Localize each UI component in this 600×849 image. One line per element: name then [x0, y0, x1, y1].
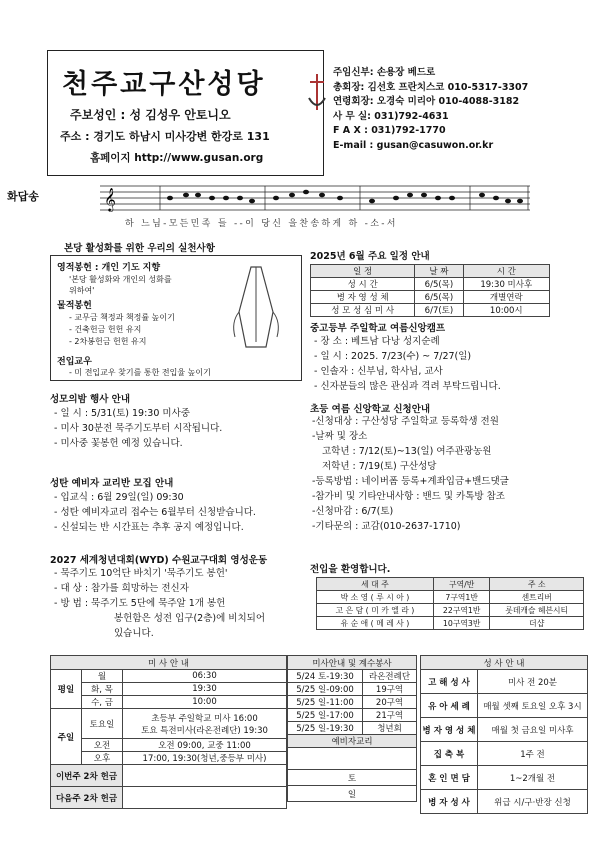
table-cell: 6/7(토)	[415, 304, 463, 317]
list-item: - 장 소 : 베트남 다낭 성지순례	[314, 336, 440, 347]
table-cell: 06:30	[123, 670, 287, 683]
table-cell: 주일	[51, 709, 82, 765]
section-title-summer-school: 초등 여름 신앙학교 신청안내	[310, 404, 431, 415]
table-cell: 고 은 담 ( 미 카 엘 라 )	[317, 604, 434, 617]
table-header: 미 사 안 내	[51, 656, 287, 670]
counting-service-table	[287, 655, 417, 802]
table-row	[421, 670, 588, 694]
table-cell: 10:00	[123, 696, 287, 709]
table-cell: 오전	[82, 739, 123, 752]
table-row	[317, 591, 584, 604]
table-row	[288, 696, 417, 709]
list-item: - 신자분들의 많은 관심과 격려 부탁드립니다.	[314, 381, 501, 392]
list-item: 저학년 : 7/19(토) 구산성당	[322, 461, 437, 472]
list-item: -등록방법 : 네이버폼 등록+계좌입금+밴드댓글	[312, 476, 509, 487]
table-row	[288, 722, 417, 735]
table-cell: 5/25 일-19:30	[288, 722, 363, 735]
table-cell: 5/24 토-19:30	[288, 670, 363, 683]
table-header: 날 짜	[415, 265, 463, 278]
table-cell: 초등부 주일학교 미사 16:00 토요 특전미사(라온전례단) 19:30	[123, 709, 287, 739]
table-cell: 22구역1반	[433, 604, 490, 617]
table-cell: 오후	[82, 752, 123, 765]
table-row	[311, 291, 550, 304]
table-cell: 오전 09:00, 교중 11:00	[123, 739, 287, 752]
table-cell: 21구역	[363, 709, 417, 722]
section-title-june-schedule: 2025년 6월 주요 일정 안내	[310, 251, 430, 262]
table-row	[421, 766, 588, 790]
transfer-title: 전입교우	[57, 357, 92, 367]
contact-line: 사 무 실: 031)792-4631	[333, 110, 449, 122]
table-cell: 다음주 2차 헌금	[51, 787, 123, 809]
list-item: -참가비 및 기타안내사항 : 밴드 및 카톡방 참조	[312, 491, 505, 502]
table-cell: 월	[82, 670, 123, 683]
list-item: - 인솔자 : 신부님, 학사님, 교사	[314, 366, 443, 377]
table-header: 시 간	[463, 265, 549, 278]
table-cell: 이번주 2차 헌금	[51, 765, 123, 787]
table-row	[317, 578, 584, 591]
june-schedule-table	[310, 264, 550, 317]
list-item: - 미사중 꽃봉헌 예정 있습니다.	[54, 438, 183, 449]
table-cell: 평일	[51, 670, 82, 709]
list-item: -신청대상 : 구산성당 주일학교 등록학생 전원	[312, 416, 499, 427]
table-header: 미사안내 및 계수봉사	[288, 656, 417, 670]
table-row	[421, 718, 588, 742]
contact-line: 주임신부: 손용장 베드로	[333, 67, 436, 78]
practice-line: - 건축헌금 헌헌 유지	[69, 325, 142, 334]
table-row	[317, 604, 584, 617]
table-cell: 5/25 일-09:00	[288, 683, 363, 696]
table-cell: 청년회	[363, 722, 417, 735]
marian-night-list	[54, 406, 222, 451]
list-item: - 방 법 : 묵주기도 5단에 묵주알 1개 봉헌	[54, 598, 226, 609]
contact-line: 총회장: 김선호 프란치스코 010-5317-3307	[333, 81, 529, 93]
table-cell: 19:30	[123, 683, 287, 696]
section-title-wyd: 2027 세계청년대회(WYD) 수원교구대회 영성운동	[50, 555, 268, 566]
catechumen-list	[54, 490, 256, 535]
table-header: 성 사 안 내	[421, 656, 588, 670]
material-offering-title: 물적봉헌	[57, 301, 92, 311]
table-cell: 박 소 영 ( 루 시 아 )	[317, 591, 434, 604]
table-cell: 10:00시	[463, 304, 549, 317]
table-cell: 더샵	[490, 617, 584, 630]
table-row	[51, 683, 287, 696]
table-header: 주 소	[490, 578, 584, 591]
table-cell: 집 축 복	[421, 742, 478, 766]
contact-line: 연령회장: 오경숙 미리아 010-4088-3182	[333, 96, 520, 107]
list-item: -기타문의 : 교감(010-2637-1710)	[312, 521, 461, 532]
music-staff	[100, 180, 530, 220]
table-cell: 19:30 미사후	[463, 278, 549, 291]
list-item: 봉헌함은 성전 입구(2층)에 비치되어	[114, 613, 265, 624]
table-cell: 5/25 일-17:00	[288, 709, 363, 722]
table-cell: 20구역	[363, 696, 417, 709]
list-item: 고학년 : 7/12(토)~13(일) 여주관광농원	[322, 446, 492, 457]
table-cell: 6/5(목)	[415, 291, 463, 304]
table-cell	[288, 748, 417, 770]
table-cell	[123, 765, 287, 787]
table-row	[288, 770, 417, 786]
list-item: - 미사 30분전 묵주기도부터 시작됩니다.	[54, 423, 223, 434]
practice-line: - 2차봉헌금 헌헌 유지	[69, 337, 147, 346]
table-cell: 5/25 일-11:00	[288, 696, 363, 709]
table-cell	[123, 787, 287, 809]
table-cell: 10구역3반	[433, 617, 490, 630]
table-cell: 성 시 간	[311, 278, 415, 291]
table-header: 세 대 주	[317, 578, 434, 591]
table-row	[288, 748, 417, 770]
parish-address: 주소 : 경기도 하남시 미사강변 한강로 131	[60, 130, 270, 143]
responsorial-psalm-label: 화답송	[7, 190, 39, 203]
table-cell: 센트리버	[490, 591, 584, 604]
new-members-table	[316, 577, 584, 630]
table-cell: 고 해 성 사	[421, 670, 478, 694]
table-row	[51, 752, 287, 765]
table-cell: 일	[288, 786, 417, 802]
table-cell: 1주 전	[478, 742, 588, 766]
table-cell: 예비자교리	[288, 735, 417, 748]
table-cell: 라온전례단	[363, 670, 417, 683]
table-cell: 위급 시/구·반장 신청	[478, 790, 588, 814]
wyd-list	[54, 566, 265, 641]
table-cell: 병 자 영 성 체	[421, 718, 478, 742]
practice-line: '본당 활성화와 개인의 성화를	[69, 275, 172, 284]
table-cell: 19구역	[363, 683, 417, 696]
practice-line: - 미 전입교우 찾기를 통한 전입율 높이기	[69, 368, 211, 377]
table-cell: 유 순 애 ( 메 레 사 )	[317, 617, 434, 630]
table-cell: 수, 금	[82, 696, 123, 709]
svg-text:𝄞: 𝄞	[104, 187, 116, 211]
table-cell: 개별연락	[463, 291, 549, 304]
section-title-catechumen: 성탄 예비자 교리반 모집 안내	[50, 478, 174, 489]
table-cell: 화, 목	[82, 683, 123, 696]
psalm-lyrics: 하 느님-모든민족 들 --이 당신 을찬송하게 하 -소-서	[125, 219, 398, 229]
table-cell: 토요일	[82, 709, 123, 739]
list-item: - 일 시 : 5/31(토) 19:30 미사중	[54, 408, 190, 419]
table-header: 구역/반	[433, 578, 490, 591]
table-row	[51, 765, 287, 787]
table-cell: 1~2개월 전	[478, 766, 588, 790]
table-row	[421, 694, 588, 718]
contact-info	[333, 66, 528, 153]
table-cell: 성 모 성 심 미 사	[311, 304, 415, 317]
homepage-link[interactable]: 홈페이지 http://www.gusan.org	[90, 152, 264, 164]
table-cell: 병 자 영 성 체	[311, 291, 415, 304]
section-title-practice: 본당 활성화를 위한 우리의 실천사항	[64, 243, 215, 254]
section-title-youth-camp: 중고등부 주일학교 여름신앙캠프	[310, 323, 446, 334]
contact-line[interactable]: E-mail : gusan@casuwon.or.kr	[333, 139, 494, 151]
section-title-welcome: 전입을 환영합니다.	[310, 564, 391, 575]
table-row	[421, 742, 588, 766]
table-row	[311, 304, 550, 317]
table-row	[288, 683, 417, 696]
patron-saint: 주보성인 : 성 김성우 안토니오	[70, 108, 231, 122]
practice-line: 위하여'	[69, 286, 95, 295]
table-header: 일 정	[311, 265, 415, 278]
table-cell: 유 아 세 례	[421, 694, 478, 718]
table-row	[288, 670, 417, 683]
table-cell: 매월 셋째 토요일 오후 3시	[478, 694, 588, 718]
table-cell: 토	[288, 770, 417, 786]
table-row	[311, 265, 550, 278]
table-row	[288, 786, 417, 802]
list-item: - 신설되는 반 시간표는 추후 공지 예정입니다.	[54, 522, 244, 533]
parish-title: 천주교구산성당	[62, 69, 266, 100]
table-row	[421, 656, 588, 670]
table-row	[51, 709, 287, 739]
praying-hands-icon	[221, 262, 291, 352]
table-cell: 혼 인 면 담	[421, 766, 478, 790]
youth-camp-list	[314, 334, 501, 394]
section-title-marian-night: 성모의밤 행사 안내	[50, 394, 131, 405]
practice-line: - 교무금 책정과 책정률 높이기	[69, 313, 175, 322]
table-row	[51, 656, 287, 670]
table-row	[311, 278, 550, 291]
table-row	[288, 656, 417, 670]
spiritual-offering-title: 영적봉헌 : 개인 기도 지향	[57, 263, 161, 273]
cross-logo-icon	[305, 72, 329, 112]
list-item: - 입교식 : 6월 29일(일) 09:30	[54, 492, 184, 503]
table-row	[51, 696, 287, 709]
list-item: - 성탄 예비자교리 접수는 6월부터 신청받습니다.	[54, 507, 256, 518]
table-row	[317, 617, 584, 630]
table-row	[51, 787, 287, 809]
table-row	[288, 735, 417, 748]
table-cell: 병 자 성 사	[421, 790, 478, 814]
table-cell: 롯데캐슬 헤븐시티	[490, 604, 584, 617]
list-item: 있습니다.	[114, 628, 154, 639]
table-row	[51, 670, 287, 683]
sacrament-table	[420, 655, 588, 814]
table-cell: 매월 첫 금요일 미사후	[478, 718, 588, 742]
table-row	[421, 790, 588, 814]
practice-box	[50, 255, 302, 381]
table-cell: 17:00, 19:30(청년,중등부 미사)	[123, 752, 287, 765]
list-item: - 대 상 : 참가를 희망하는 전신자	[54, 583, 189, 594]
list-item: - 묵주기도 10억단 바치기 '묵주기도 봉헌'	[54, 568, 228, 579]
list-item: - 일 시 : 2025. 7/23(수) ~ 7/27(일)	[314, 351, 472, 362]
mass-schedule-table	[50, 655, 287, 809]
summer-school-list	[312, 414, 509, 534]
table-cell: 7구역1반	[433, 591, 490, 604]
table-cell: 6/5(목)	[415, 278, 463, 291]
list-item: -신청마감 : 6/7(토)	[312, 506, 394, 517]
contact-line: F A X : 031)792-1770	[333, 125, 446, 136]
table-cell: 미사 전 20분	[478, 670, 588, 694]
table-row	[51, 739, 287, 752]
list-item: -날짜 및 장소	[312, 431, 368, 442]
table-row	[288, 709, 417, 722]
